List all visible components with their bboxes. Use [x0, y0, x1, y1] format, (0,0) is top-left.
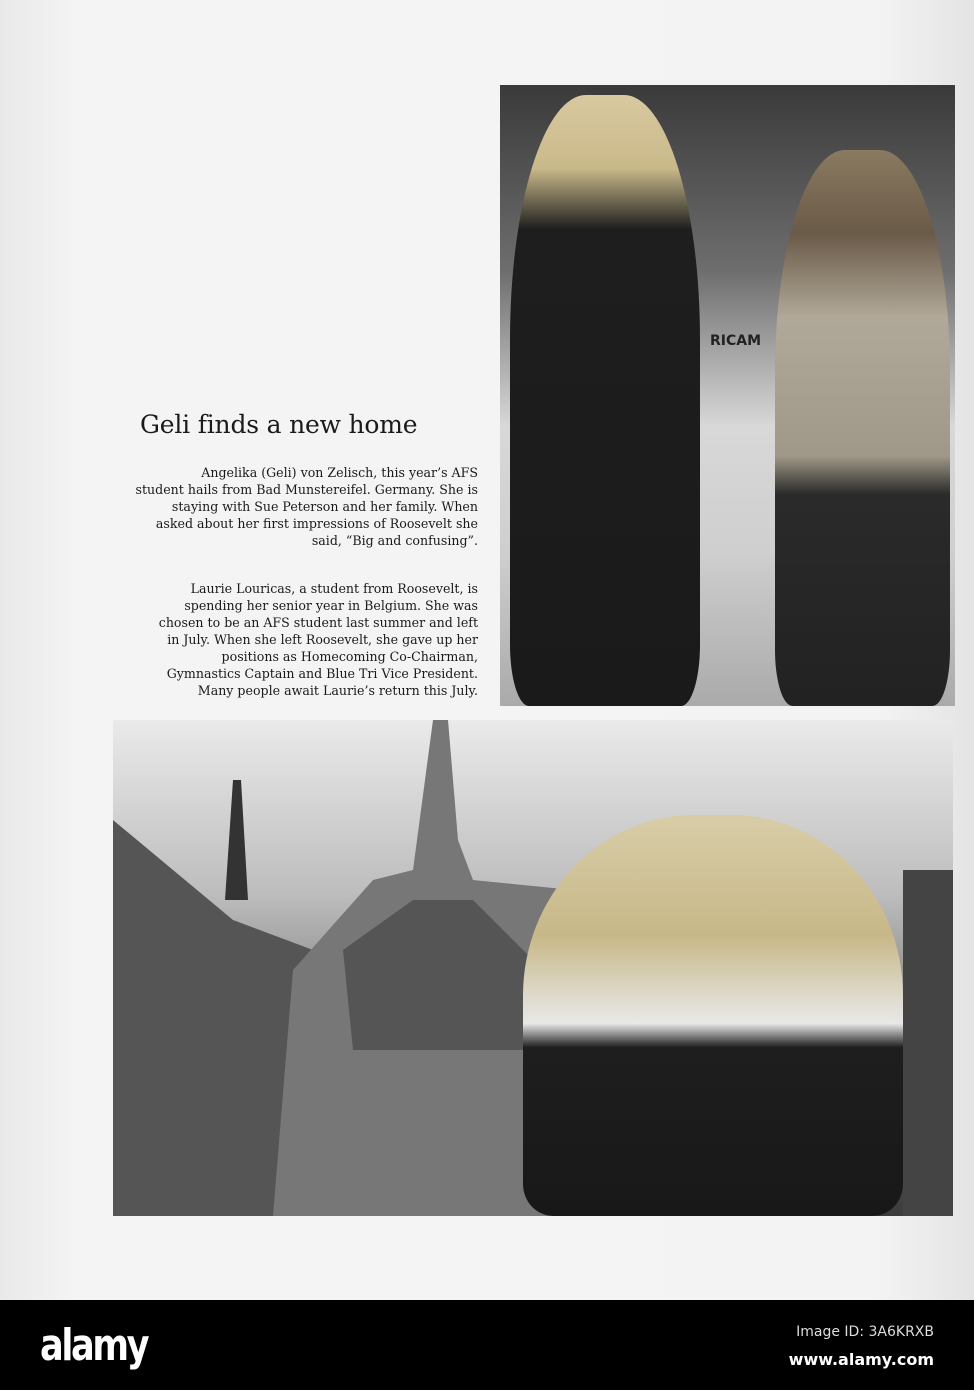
student-figure-left	[510, 95, 700, 706]
text-line: Many people await Laurie’s return this July.	[197, 683, 478, 698]
poster-sign-text: RICAM	[710, 333, 762, 349]
text-line: asked about her first impressions of Roosevelt she	[155, 516, 478, 531]
student-figure-right	[775, 150, 950, 706]
paragraph-laurie	[118, 580, 478, 699]
watermark-url: www.alamy.com	[788, 1350, 934, 1369]
geli-figure	[523, 815, 903, 1216]
image-id: Image ID: 3A6KRXB	[796, 1324, 934, 1340]
text-line: in July. When she left Roosevelt, she gave up her	[167, 632, 478, 647]
text-line: Laurie Louricas, a student from Roosevelt, is	[190, 581, 478, 596]
text-line: student hails from Bad Munstereifel. Germany. She is	[135, 482, 478, 497]
photo-geli-temple	[113, 720, 953, 1216]
text-line: said, “Big and confusing”.	[311, 533, 478, 548]
text-line: spending her senior year in Belgium. She was	[184, 598, 478, 613]
text-line: Gymnastics Captain and Blue Tri Vice President.	[166, 666, 478, 681]
photo-two-students	[500, 85, 955, 706]
alamy-logo: alamy	[40, 1320, 148, 1371]
article-title: Geli finds a new home	[140, 410, 418, 439]
text-line: positions as Homecoming Co-Chairman,	[221, 649, 478, 664]
text-line: Angelika (Geli) von Zelisch, this year’s AFS	[201, 465, 478, 480]
text-line: chosen to be an AFS student last summer and left	[158, 615, 478, 630]
paragraph-geli	[118, 464, 478, 549]
watermark-bar	[0, 1300, 974, 1390]
text-line: staying with Sue Peterson and her family. When	[171, 499, 478, 514]
